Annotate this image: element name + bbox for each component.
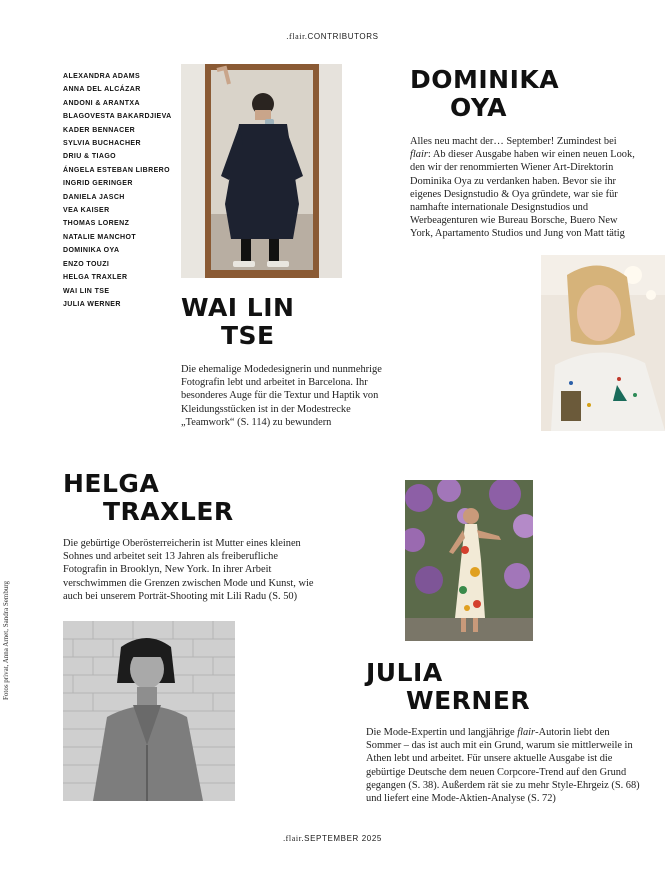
contributor-item: HELGA TRAXLER (63, 274, 128, 282)
bio-part: : Ab dieser Ausgabe haben wir einen neuen Look, den wir der renommierten Wiener Art-Direktorin Dominika Oya zu verdanken haben. Bevor sie ihr eigenes Designstudio & Oya gründete, war sie für namhafte internationale Designstudios und Werbeagenturen wie Bureau Borsche, Buero New York, Apartamento Studios und Jung von Matt tätig (410, 149, 635, 240)
wai-lin-tse-photo (181, 64, 342, 278)
bio-part: -Autorin liebt den Sommer – das ist auch mit ein Grund, warum sie mittlerweile in Athen lebt und arbeitet. Für unsere aktuelle Ausgabe ist die gebürtige Deutsche dem neuen Corpcore-Trend auf den Grund gegangen (S. 38). Außerdem rät sie zu mehr Style-Ehrgeiz (S. 68) und liefert eine Mode-Aktien-Analyse (S. 72) (366, 727, 640, 805)
contributor-item: KADER BENNACER (63, 126, 136, 134)
name-line-2: WERNER (406, 686, 531, 715)
bio-part: Alles neu macht der… September! Zumindest bei (410, 136, 617, 147)
contributor-item: NATALIE MANCHOT (63, 233, 137, 241)
contributor-item: DRIU & TIAGO (63, 153, 117, 161)
contributor-item: DANIELA JASCH (63, 193, 125, 201)
helga-traxler-bio: Die gebürtige Oberösterreicherin ist Mutter eines kleinen Sohnes und arbeitet seit 13 Jahren als freiberufliche Fotografin in Brooklyn, New York. In ihrer Arbeit verschwimmen die Grenzen zwischen Mode und Kunst, wie auch bei unserem Porträt-Shooting mit Lili Radu (S. 50) (63, 538, 314, 602)
dominika-oya-bio (410, 135, 638, 241)
dominika-oya-photo (541, 255, 665, 431)
contributor-item: ENZO TOUZI (63, 260, 110, 268)
name-line-2: OYA (450, 93, 507, 122)
contributor-item: DOMINIKA OYA (63, 247, 120, 255)
bio-part: Die Mode-Expertin und langjährige (366, 727, 518, 738)
julia-werner-bio (366, 726, 642, 805)
contributor-item: ANDONI & ARANTXA (63, 99, 140, 107)
wai-lin-tse-bio: Die ehemalige Modedesignerin und nunmehrige Fotografin lebt und arbeitet in Barcelona. Ihr besonderes Auge für die Textur und Haptik von Kleidungsstücken ist in der Modestrecke „Teamwork“ (S. 114) zu bewundern (181, 364, 382, 428)
contributor-item: SYLVIA BUCHACHER (63, 140, 141, 148)
name-line-1: DOMINIKA (410, 65, 560, 94)
magazine-brand: .flair. (286, 32, 308, 41)
section-title: CONTRIBUTORS (307, 32, 379, 41)
bio-emphasis: flair (517, 727, 536, 738)
photo-credit: Fotos privat, Anna Arnet, Sandra Semburg (2, 580, 10, 700)
name-line-1: HELGA (63, 469, 160, 498)
page-footer (0, 834, 665, 843)
contributor-item: ÁNGELA ESTEBAN LIBRERO (63, 166, 170, 174)
helga-traxler-name (63, 470, 234, 526)
contributor-item: ALEXANDRA ADAMS (63, 73, 141, 80)
issue-date: SEPTEMBER 2025 (304, 834, 382, 843)
julia-werner-name (366, 659, 530, 715)
name-line-1: JULIA (366, 658, 443, 687)
name-line-1: WAI LIN (181, 293, 295, 322)
bio-emphasis: flair (410, 149, 428, 161)
contributors-list (63, 70, 172, 311)
contributor-item: WAI LIN TSE (63, 287, 110, 295)
name-line-2: TRAXLER (103, 497, 234, 526)
helga-traxler-photo (63, 621, 235, 801)
contributor-item: THOMAS LORENZ (63, 220, 130, 228)
page-header (0, 32, 665, 41)
contributor-item: ANNA DEL ALCÁZAR (63, 86, 141, 94)
contributor-item: JULIA WERNER (63, 300, 121, 308)
dominika-oya-name (410, 66, 559, 122)
wai-lin-tse-name (181, 294, 294, 350)
contributor-item: VEA KAISER (63, 207, 110, 215)
name-line-2: TSE (221, 321, 275, 350)
contributor-item: INGRID GERINGER (63, 180, 133, 188)
contributor-item: BLAGOVESTA BAKARDJIEVA (63, 113, 172, 121)
magazine-brand: .flair. (283, 834, 305, 843)
julia-werner-photo (405, 480, 533, 641)
